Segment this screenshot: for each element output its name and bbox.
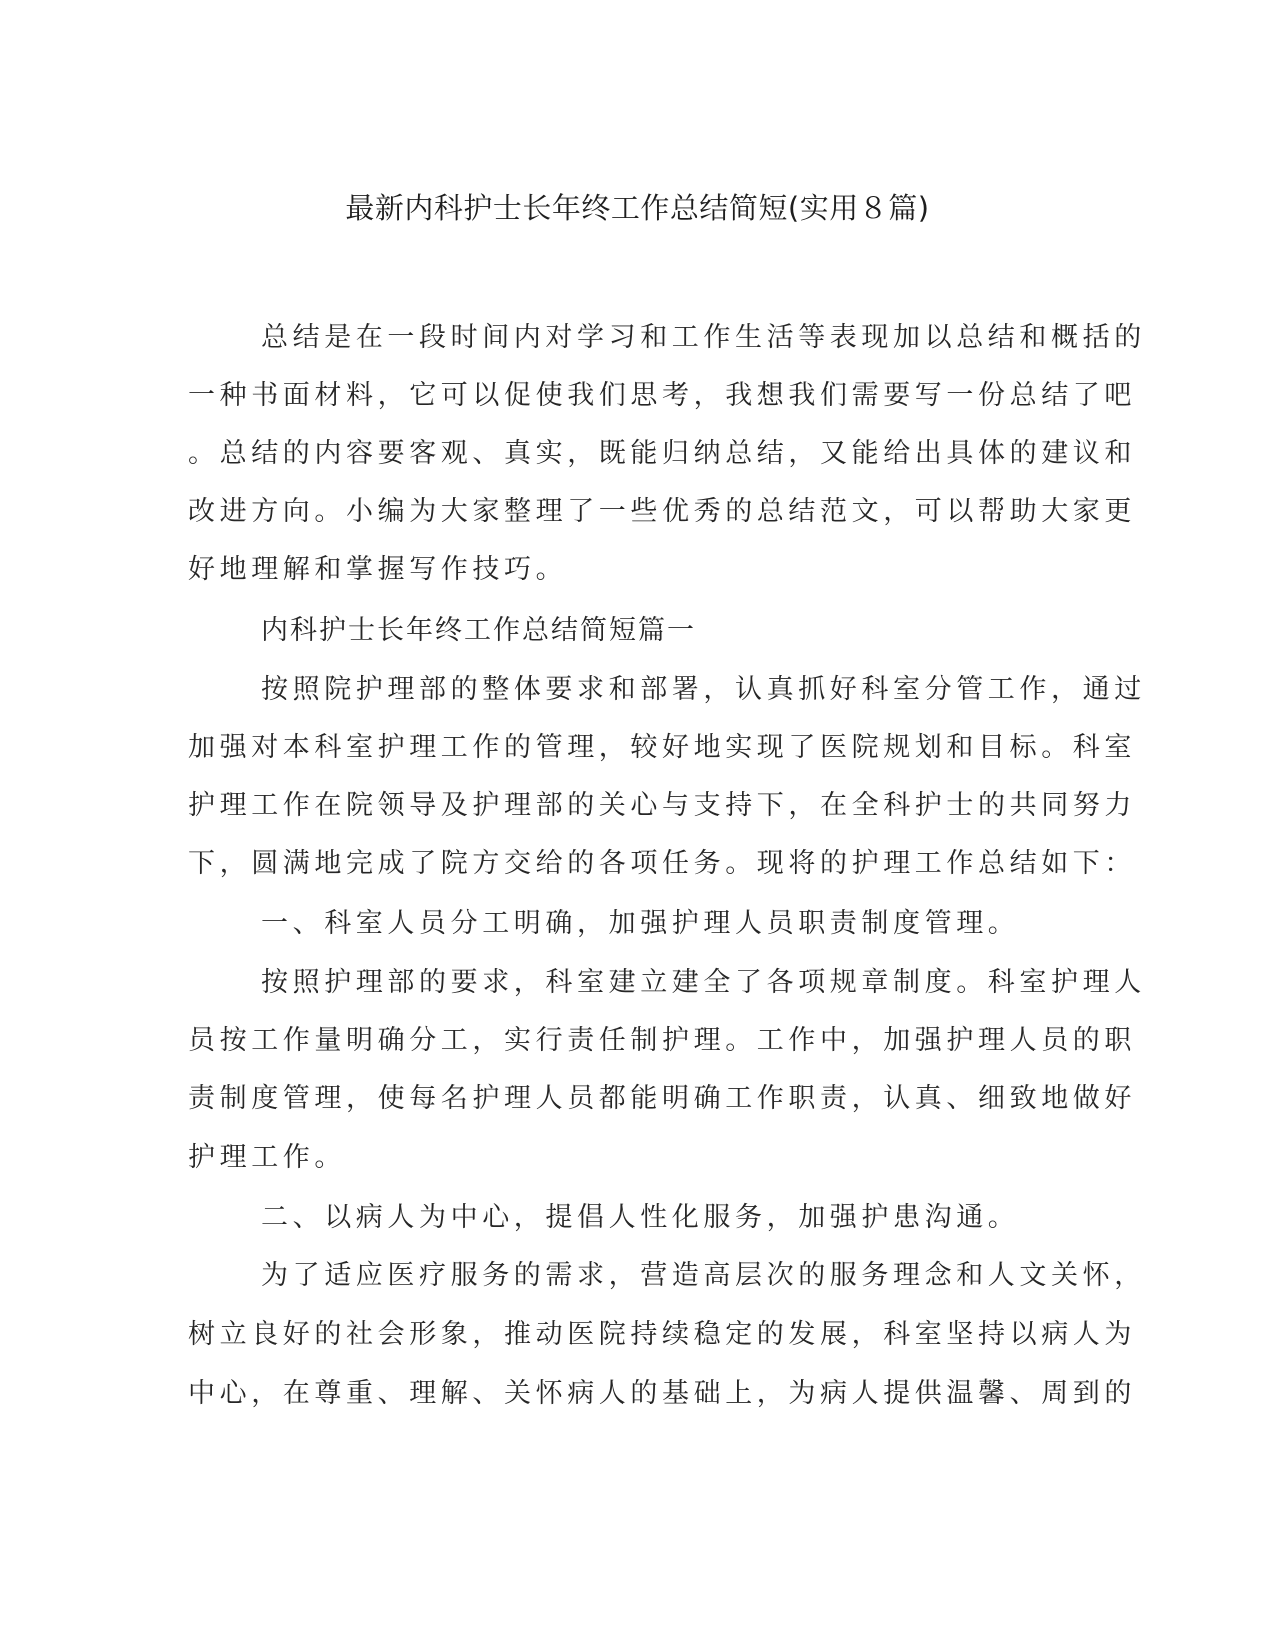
- paragraph-line: 树立良好的社会形象，推动医院持续稳定的发展，科室坚持以病人为: [188, 1319, 1136, 1350]
- section-heading: 内科护士长年终工作总结简短篇一: [261, 615, 696, 646]
- paragraph-line: 为了适应医疗服务的需求，营造高层次的服务理念和人文关怀，: [261, 1260, 1146, 1291]
- section-heading: 一、科室人员分工明确，加强护理人员职责制度管理。: [261, 908, 1020, 939]
- paragraph-line: 。总结的内容要客观、真实，既能归纳总结，又能给出具体的建议和: [188, 438, 1136, 469]
- paragraph-line: 改进方向。小编为大家整理了一些优秀的总结范文，可以帮助大家更: [188, 496, 1136, 527]
- paragraph-line: 护理工作在院领导及护理部的关心与支持下，在全科护士的共同努力: [188, 790, 1136, 821]
- paragraph-line: 总结是在一段时间内对学习和工作生活等表现加以总结和概括的: [261, 322, 1146, 353]
- paragraph-line: 加强对本科室护理工作的管理，较好地实现了医院规划和目标。科室: [188, 732, 1136, 763]
- paragraph-line: 好地理解和掌握写作技巧。: [188, 554, 568, 585]
- paragraph-line: 员按工作量明确分工，实行责任制护理。工作中，加强护理人员的职: [188, 1025, 1136, 1056]
- paragraph-line: 按照院护理部的整体要求和部署，认真抓好科室分管工作，通过: [261, 674, 1146, 705]
- paragraph-line: 责制度管理，使每名护理人员都能明确工作职责，认真、细致地做好: [188, 1083, 1136, 1114]
- paragraph-line: 中心，在尊重、理解、关怀病人的基础上，为病人提供温馨、周到的: [188, 1378, 1136, 1409]
- paragraph-line: 一种书面材料，它可以促使我们思考，我想我们需要写一份总结了吧: [188, 380, 1136, 411]
- section-heading: 二、以病人为中心，提倡人性化服务，加强护患沟通。: [261, 1202, 1020, 1233]
- document-title: 最新内科护士长年终工作总结简短(实用８篇): [345, 191, 930, 225]
- paragraph-line: 下，圆满地完成了院方交给的各项任务。现将的护理工作总结如下：: [188, 848, 1136, 879]
- paragraph-line: 按照护理部的要求，科室建立建全了各项规章制度。科室护理人: [261, 967, 1146, 998]
- paragraph-line: 护理工作。: [188, 1142, 346, 1173]
